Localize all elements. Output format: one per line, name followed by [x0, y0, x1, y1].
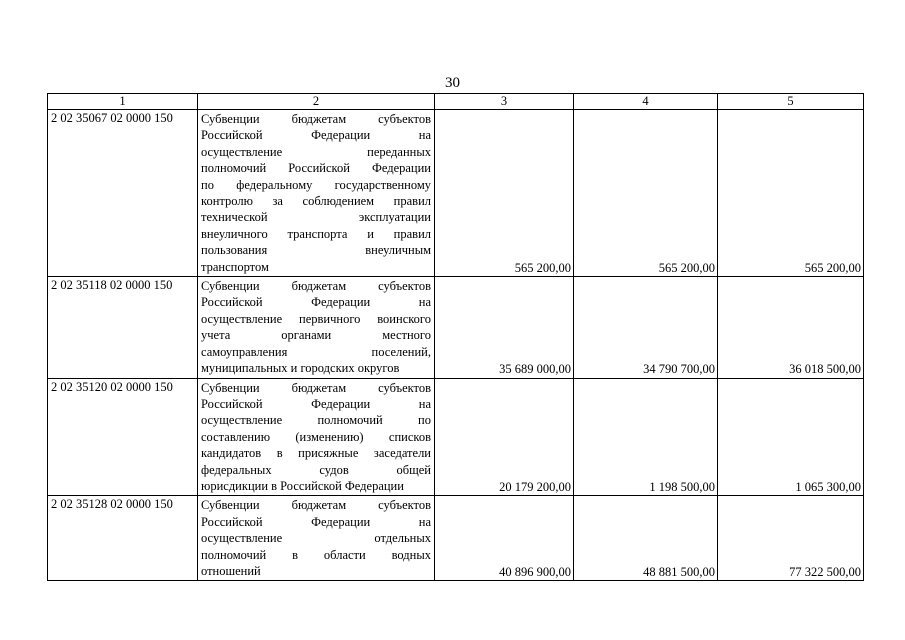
description-cell — [198, 378, 435, 496]
description-line: контролю за соблюдением правил — [201, 194, 431, 209]
description-line: отношений — [201, 563, 261, 578]
column-header-3: 3 — [435, 94, 574, 110]
description-line: Российской Федерации на — [201, 514, 431, 529]
description-line: федеральных судов общей — [201, 462, 431, 477]
description-line: Субвенции бюджетам субъектов — [201, 380, 431, 395]
description-cell — [198, 110, 435, 277]
budget-table — [47, 93, 864, 581]
description-line: Субвенции бюджетам субъектов — [201, 112, 431, 126]
amount-cell-col3: 565 200,00 — [435, 110, 574, 277]
amount-cell-col3: 20 179 200,00 — [435, 378, 574, 496]
description-line: Российской Федерации на — [201, 295, 431, 310]
description-line: осуществление отдельных — [201, 531, 431, 546]
amount-cell-col3: 35 689 000,00 — [435, 277, 574, 378]
description-line: составлению (изменению) списков — [201, 429, 431, 444]
amount-cell-col5: 77 322 500,00 — [718, 496, 864, 581]
description-line: учета органами местного — [201, 328, 431, 343]
description-line: полномочий Российской Федерации — [201, 161, 431, 176]
description-line: пользования внеуличным — [201, 243, 431, 258]
amount-cell-col4: 48 881 500,00 — [574, 496, 718, 581]
column-header-2: 2 — [198, 94, 435, 110]
budget-code-cell: 2 02 35120 02 0000 150 — [48, 378, 198, 496]
budget-code-cell: 2 02 35067 02 0000 150 — [48, 110, 198, 277]
description-line: осуществление первичного воинского — [201, 311, 431, 326]
amount-cell-col4: 34 790 700,00 — [574, 277, 718, 378]
description-cell — [198, 496, 435, 581]
description-line: Субвенции бюджетам субъектов — [201, 498, 431, 513]
description-line: осуществление переданных — [201, 144, 431, 159]
description-line: осуществление полномочий по — [201, 413, 431, 428]
amount-cell-col5: 36 018 500,00 — [718, 277, 864, 378]
amount-cell-col5: 1 065 300,00 — [718, 378, 864, 496]
header-row — [48, 94, 864, 110]
description-line: самоуправления поселений, — [201, 344, 431, 359]
column-header-4: 4 — [574, 94, 718, 110]
table-row — [48, 378, 864, 496]
amount-cell-col4: 565 200,00 — [574, 110, 718, 277]
description-line: технической эксплуатации — [201, 210, 431, 225]
description-line: Российской Федерации на — [201, 396, 431, 411]
description-line: внеуличного транспорта и правил — [201, 226, 431, 241]
description-line: по федеральному государственному — [201, 177, 431, 192]
description-line: юрисдикции в Российской Федерации — [201, 478, 404, 493]
budget-code-cell: 2 02 35118 02 0000 150 — [48, 277, 198, 378]
description-line: кандидатов в присяжные заседатели — [201, 446, 431, 461]
description-cell — [198, 277, 435, 378]
table-row — [48, 277, 864, 378]
description-line: муниципальных и городских округов — [201, 361, 400, 376]
description-line: Российской Федерации на — [201, 128, 431, 143]
amount-cell-col4: 1 198 500,00 — [574, 378, 718, 496]
description-line: полномочий в области водных — [201, 547, 431, 562]
description-line: транспортом — [201, 259, 269, 274]
amount-cell-col3: 40 896 900,00 — [435, 496, 574, 581]
page-number: 30 — [445, 75, 460, 91]
table-row — [48, 110, 864, 277]
description-line: Субвенции бюджетам субъектов — [201, 279, 431, 294]
column-header-5: 5 — [718, 94, 864, 110]
budget-code-cell: 2 02 35128 02 0000 150 — [48, 496, 198, 581]
amount-cell-col5: 565 200,00 — [718, 110, 864, 277]
table-row — [48, 496, 864, 581]
column-header-1: 1 — [48, 94, 198, 110]
